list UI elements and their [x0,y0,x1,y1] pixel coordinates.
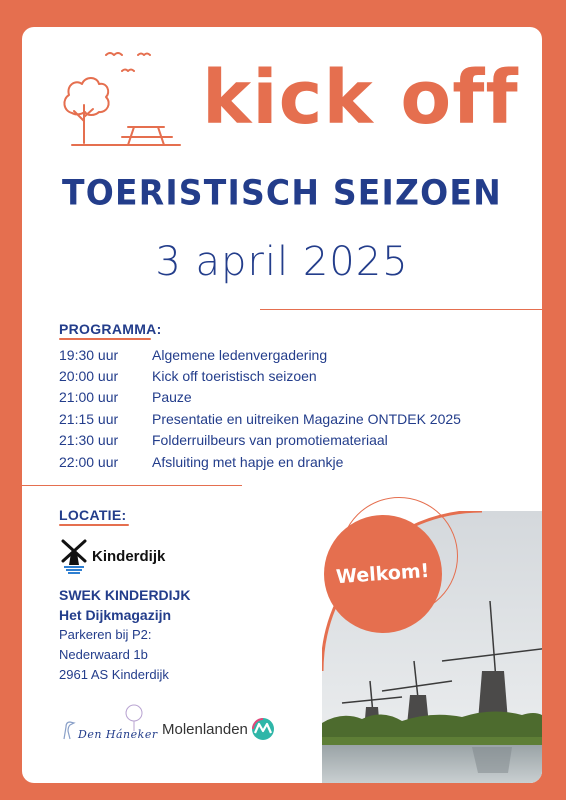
address-block [59,585,190,685]
street-address: Nederwaard 1b [59,647,148,662]
page-title: TOERISTISCH SEIZOEN [62,171,502,214]
kinderdijk-logo [60,537,165,575]
list-item [59,387,461,408]
list-item [59,408,461,429]
item-time: 19:30 uur [59,346,119,363]
denhaneker-text: Den Háneker [78,728,158,741]
postal-city: 2961 AS Kinderdijk [59,667,169,682]
parking-info: Parkeren bij P2: [59,627,152,642]
denhaneker-logo [58,719,158,741]
item-time: 22:00 uur [59,453,119,470]
molenlanden-text: Molenlanden [162,720,248,738]
item-time: 21:30 uur [59,432,119,449]
list-item [59,365,461,386]
item-time: 21:15 uur [59,410,119,427]
item-text: Folderruilbeurs van promotiemateriaal [152,432,388,449]
locatie-underline [59,524,129,526]
locatie-label: LOCATIE: [59,507,127,523]
tree-icon [122,703,146,733]
item-text: Kick off toeristisch seizoen [152,368,317,385]
welcome-badge [324,515,442,633]
venue-name: Het Dijkmagazijn [59,607,172,623]
programma-list [59,344,461,472]
item-text: Algemene ledenvergadering [152,346,328,363]
programma-label: PROGRAMMA: [59,321,162,337]
welcome-text: Welkom! [335,559,431,589]
event-date: 3 april 2025 [155,239,409,285]
divider [22,485,242,486]
list-item [59,451,461,472]
tree-bench-icon [62,47,202,147]
item-text: Afsluiting met hapje en drankje [152,453,344,470]
windmill-icon [60,537,90,575]
molenlanden-logo [162,717,275,741]
item-text: Presentatie en uitreiken Magazine ONTDEK 2025 [152,410,461,427]
kick-off-title: kick off [202,55,519,141]
divider [260,309,542,310]
item-text: Pauze [152,389,192,406]
molenlanden-icon [251,717,275,741]
poster-card [22,27,542,783]
heron-icon [58,719,78,741]
item-time: 21:00 uur [59,389,119,406]
list-item [59,430,461,451]
org-name: SWEK KINDERDIJK [59,587,191,603]
programma-underline [59,338,151,340]
item-time: 20:00 uur [59,368,119,385]
kinderdijk-logo-text: Kinderdijk [92,547,166,565]
list-item [59,344,461,365]
